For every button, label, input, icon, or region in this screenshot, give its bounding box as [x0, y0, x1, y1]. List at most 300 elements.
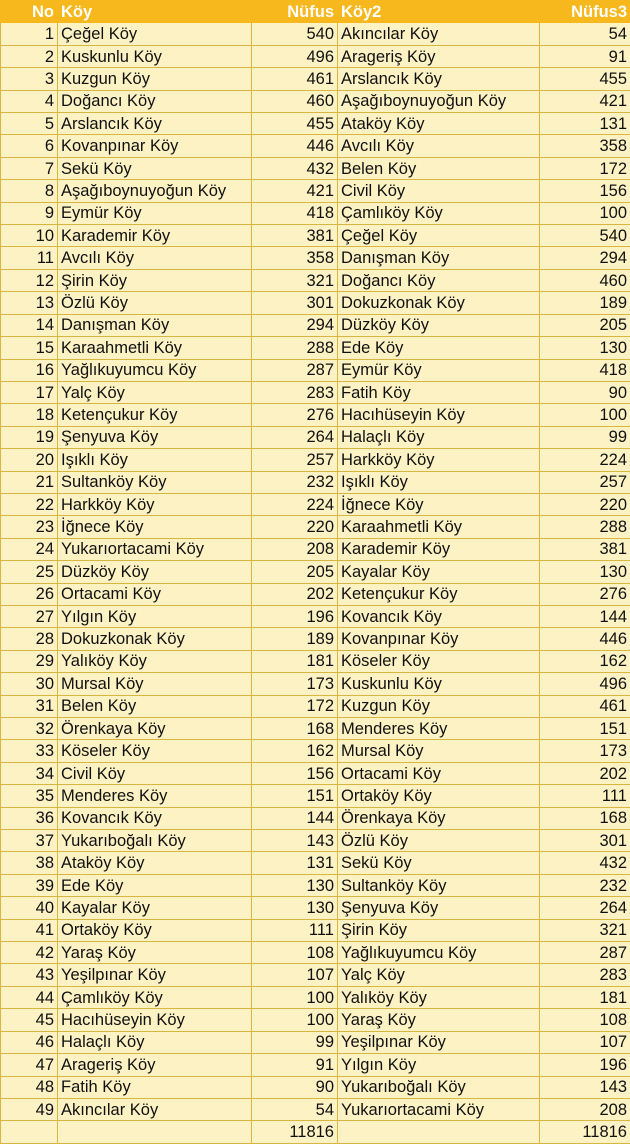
- table-row: [1, 68, 630, 90]
- cell-nufus: 144: [252, 807, 338, 829]
- cell-nufus3: 202: [540, 762, 630, 784]
- table-row: [1, 404, 630, 426]
- table-row: [1, 1098, 630, 1120]
- totals-koy2-cell: [338, 1121, 540, 1143]
- cell-koy2: Karademir Köy: [338, 538, 540, 560]
- cell-koy: Yağlıkuyumcu Köy: [58, 359, 252, 381]
- cell-no: 43: [1, 964, 58, 986]
- cell-koy2: Belen Köy: [338, 157, 540, 179]
- cell-koy: Menderes Köy: [58, 785, 252, 807]
- cell-nufus3: 156: [540, 180, 630, 202]
- table-row: [1, 852, 630, 874]
- cell-nufus3: 208: [540, 1098, 630, 1120]
- cell-nufus3: 189: [540, 292, 630, 314]
- cell-nufus3: 100: [540, 202, 630, 224]
- cell-no: 28: [1, 628, 58, 650]
- cell-nufus: 189: [252, 628, 338, 650]
- table-row: [1, 650, 630, 672]
- table-row: [1, 180, 630, 202]
- cell-koy2: Kayalar Köy: [338, 561, 540, 583]
- cell-koy2: Kuzgun Köy: [338, 695, 540, 717]
- cell-nufus3: 264: [540, 897, 630, 919]
- cell-koy: Akıncılar Köy: [58, 1098, 252, 1120]
- table-row: [1, 90, 630, 112]
- cell-koy: Yukarıortacami Köy: [58, 538, 252, 560]
- table-row: [1, 673, 630, 695]
- cell-koy: Civil Köy: [58, 762, 252, 784]
- table-row: [1, 740, 630, 762]
- cell-no: 32: [1, 718, 58, 740]
- cell-no: 16: [1, 359, 58, 381]
- cell-nufus3: 90: [540, 381, 630, 403]
- table-row: [1, 830, 630, 852]
- cell-nufus: 111: [252, 919, 338, 941]
- cell-koy2: Arageriş Köy: [338, 45, 540, 67]
- cell-nufus: 162: [252, 740, 338, 762]
- cell-nufus: 100: [252, 1009, 338, 1031]
- cell-no: 18: [1, 404, 58, 426]
- table-row: [1, 986, 630, 1008]
- cell-nufus: 130: [252, 874, 338, 896]
- cell-nufus: 143: [252, 830, 338, 852]
- cell-koy2: Yeşilpınar Köy: [338, 1031, 540, 1053]
- cell-nufus3: 173: [540, 740, 630, 762]
- cell-nufus: 287: [252, 359, 338, 381]
- cell-koy2: Yukarıortacami Köy: [338, 1098, 540, 1120]
- cell-no: 26: [1, 583, 58, 605]
- cell-nufus: 224: [252, 493, 338, 515]
- cell-koy2: Ataköy Köy: [338, 113, 540, 135]
- cell-nufus3: 144: [540, 605, 630, 627]
- cell-no: 11: [1, 247, 58, 269]
- cell-nufus: 100: [252, 986, 338, 1008]
- cell-koy: Halaçlı Köy: [58, 1031, 252, 1053]
- cell-nufus3: 288: [540, 516, 630, 538]
- cell-no: 15: [1, 337, 58, 359]
- table-row: [1, 628, 630, 650]
- cell-koy: Sultanköy Köy: [58, 471, 252, 493]
- cell-koy2: Fatih Köy: [338, 381, 540, 403]
- cell-koy2: Yağlıkuyumcu Köy: [338, 942, 540, 964]
- cell-koy2: Şirin Köy: [338, 919, 540, 941]
- table-row: [1, 225, 630, 247]
- cell-no: 45: [1, 1009, 58, 1031]
- cell-koy2: Sultanköy Köy: [338, 874, 540, 896]
- cell-koy2: Ortacami Köy: [338, 762, 540, 784]
- cell-nufus3: 540: [540, 225, 630, 247]
- cell-koy2: Yalıköy Köy: [338, 986, 540, 1008]
- cell-nufus: 202: [252, 583, 338, 605]
- cell-koy2: Avcılı Köy: [338, 135, 540, 157]
- cell-koy: Özlü Köy: [58, 292, 252, 314]
- cell-no: 44: [1, 986, 58, 1008]
- cell-koy: Ortacami Köy: [58, 583, 252, 605]
- cell-koy: Düzköy Köy: [58, 561, 252, 583]
- table-row: [1, 942, 630, 964]
- cell-no: 46: [1, 1031, 58, 1053]
- cell-koy2: Çeğel Köy: [338, 225, 540, 247]
- cell-nufus3: 130: [540, 561, 630, 583]
- cell-nufus3: 172: [540, 157, 630, 179]
- table-row: [1, 157, 630, 179]
- cell-koy2: Arslancık Köy: [338, 68, 540, 90]
- cell-no: 40: [1, 897, 58, 919]
- cell-no: 23: [1, 516, 58, 538]
- cell-nufus: 220: [252, 516, 338, 538]
- cell-nufus3: 496: [540, 673, 630, 695]
- cell-koy2: Civil Köy: [338, 180, 540, 202]
- cell-nufus: 283: [252, 381, 338, 403]
- cell-koy: Ortaköy Köy: [58, 919, 252, 941]
- cell-no: 12: [1, 269, 58, 291]
- cell-koy: Arslancık Köy: [58, 113, 252, 135]
- cell-koy: Ketençukur Köy: [58, 404, 252, 426]
- cell-nufus3: 257: [540, 471, 630, 493]
- cell-nufus3: 460: [540, 269, 630, 291]
- cell-nufus3: 196: [540, 1054, 630, 1076]
- cell-nufus3: 111: [540, 785, 630, 807]
- cell-koy: Arageriş Köy: [58, 1054, 252, 1076]
- cell-no: 6: [1, 135, 58, 157]
- cell-nufus3: 205: [540, 314, 630, 336]
- cell-koy: Yalç Köy: [58, 381, 252, 403]
- cell-koy: Aşağıboynuyoğun Köy: [58, 180, 252, 202]
- cell-nufus: 276: [252, 404, 338, 426]
- cell-koy: Belen Köy: [58, 695, 252, 717]
- cell-koy2: Ketençukur Köy: [338, 583, 540, 605]
- cell-no: 1: [1, 23, 58, 45]
- cell-koy: Yaraş Köy: [58, 942, 252, 964]
- table-row: [1, 337, 630, 359]
- table-row: [1, 695, 630, 717]
- table-row: [1, 964, 630, 986]
- table-row: [1, 381, 630, 403]
- total-nufus3: 11816: [540, 1121, 630, 1143]
- cell-no: 20: [1, 449, 58, 471]
- cell-nufus: 151: [252, 785, 338, 807]
- cell-no: 30: [1, 673, 58, 695]
- cell-no: 21: [1, 471, 58, 493]
- cell-koy2: Yukarıboğalı Köy: [338, 1076, 540, 1098]
- cell-koy: Karademir Köy: [58, 225, 252, 247]
- cell-nufus: 196: [252, 605, 338, 627]
- cell-koy: Kuskunlu Köy: [58, 45, 252, 67]
- cell-nufus: 172: [252, 695, 338, 717]
- cell-koy2: Köseler Köy: [338, 650, 540, 672]
- cell-koy2: Akıncılar Köy: [338, 23, 540, 45]
- cell-koy: Çeğel Köy: [58, 23, 252, 45]
- cell-no: 38: [1, 852, 58, 874]
- cell-no: 27: [1, 605, 58, 627]
- cell-nufus3: 181: [540, 986, 630, 1008]
- cell-nufus3: 100: [540, 404, 630, 426]
- cell-nufus3: 301: [540, 830, 630, 852]
- cell-nufus3: 294: [540, 247, 630, 269]
- cell-nufus: 108: [252, 942, 338, 964]
- cell-nufus: 264: [252, 426, 338, 448]
- cell-nufus: 173: [252, 673, 338, 695]
- cell-koy2: Ede Köy: [338, 337, 540, 359]
- cell-koy: Mursal Köy: [58, 673, 252, 695]
- cell-no: 7: [1, 157, 58, 179]
- cell-nufus3: 381: [540, 538, 630, 560]
- header-koy: Köy: [58, 1, 252, 23]
- table-row: [1, 135, 630, 157]
- cell-koy2: Menderes Köy: [338, 718, 540, 740]
- cell-nufus: 421: [252, 180, 338, 202]
- table-row: [1, 292, 630, 314]
- cell-no: 41: [1, 919, 58, 941]
- cell-nufus: 455: [252, 113, 338, 135]
- cell-nufus3: 358: [540, 135, 630, 157]
- table-row: [1, 113, 630, 135]
- cell-nufus: 358: [252, 247, 338, 269]
- cell-koy2: Harkköy Köy: [338, 449, 540, 471]
- cell-nufus: 460: [252, 90, 338, 112]
- cell-nufus: 99: [252, 1031, 338, 1053]
- table-row: [1, 426, 630, 448]
- cell-nufus: 432: [252, 157, 338, 179]
- cell-nufus: 168: [252, 718, 338, 740]
- cell-nufus: 156: [252, 762, 338, 784]
- cell-nufus3: 461: [540, 695, 630, 717]
- cell-nufus: 496: [252, 45, 338, 67]
- header-koy2: Köy2: [338, 1, 540, 23]
- cell-nufus: 131: [252, 852, 338, 874]
- cell-no: 14: [1, 314, 58, 336]
- cell-nufus: 232: [252, 471, 338, 493]
- cell-koy: Örenkaya Köy: [58, 718, 252, 740]
- cell-nufus3: 287: [540, 942, 630, 964]
- cell-koy: Danışman Köy: [58, 314, 252, 336]
- table-row: [1, 874, 630, 896]
- header-no: No: [1, 1, 58, 23]
- cell-koy: Kovancık Köy: [58, 807, 252, 829]
- cell-no: 9: [1, 202, 58, 224]
- cell-no: 29: [1, 650, 58, 672]
- cell-no: 39: [1, 874, 58, 896]
- cell-no: 17: [1, 381, 58, 403]
- table-row: [1, 449, 630, 471]
- cell-nufus3: 224: [540, 449, 630, 471]
- cell-nufus3: 446: [540, 628, 630, 650]
- cell-koy: Şenyuva Köy: [58, 426, 252, 448]
- header-nufus3: Nüfus3: [540, 1, 630, 23]
- cell-koy: Fatih Köy: [58, 1076, 252, 1098]
- total-nufus: 11816: [252, 1121, 338, 1143]
- cell-nufus3: 455: [540, 68, 630, 90]
- cell-koy2: Hacıhüseyin Köy: [338, 404, 540, 426]
- cell-no: 31: [1, 695, 58, 717]
- cell-nufus3: 143: [540, 1076, 630, 1098]
- cell-koy2: Karaahmetli Köy: [338, 516, 540, 538]
- cell-koy2: Aşağıboynuyoğun Köy: [338, 90, 540, 112]
- cell-koy2: Işıklı Köy: [338, 471, 540, 493]
- cell-koy: Ataköy Köy: [58, 852, 252, 874]
- cell-no: 5: [1, 113, 58, 135]
- cell-nufus: 130: [252, 897, 338, 919]
- table-row: [1, 269, 630, 291]
- table-row: [1, 493, 630, 515]
- cell-koy: Yalıköy Köy: [58, 650, 252, 672]
- cell-nufus: 205: [252, 561, 338, 583]
- cell-nufus: 107: [252, 964, 338, 986]
- table-row: [1, 1031, 630, 1053]
- cell-nufus3: 283: [540, 964, 630, 986]
- cell-nufus: 288: [252, 337, 338, 359]
- cell-koy: Dokuzkonak Köy: [58, 628, 252, 650]
- cell-koy: Kovanpınar Köy: [58, 135, 252, 157]
- cell-nufus: 257: [252, 449, 338, 471]
- cell-koy: Ede Köy: [58, 874, 252, 896]
- cell-koy: Yeşilpınar Köy: [58, 964, 252, 986]
- cell-nufus: 301: [252, 292, 338, 314]
- cell-koy: Sekü Köy: [58, 157, 252, 179]
- cell-no: 4: [1, 90, 58, 112]
- cell-nufus: 208: [252, 538, 338, 560]
- cell-nufus: 381: [252, 225, 338, 247]
- cell-no: 47: [1, 1054, 58, 1076]
- cell-koy2: Sekü Köy: [338, 852, 540, 874]
- cell-koy: Karaahmetli Köy: [58, 337, 252, 359]
- table-row: [1, 1009, 630, 1031]
- cell-nufus3: 130: [540, 337, 630, 359]
- header-nufus: Nüfus: [252, 1, 338, 23]
- table-row: [1, 202, 630, 224]
- cell-koy: Harkköy Köy: [58, 493, 252, 515]
- cell-no: 24: [1, 538, 58, 560]
- cell-no: 35: [1, 785, 58, 807]
- table-row: [1, 1054, 630, 1076]
- cell-koy2: Mursal Köy: [338, 740, 540, 762]
- cell-nufus3: 151: [540, 718, 630, 740]
- cell-koy2: Şenyuva Köy: [338, 897, 540, 919]
- cell-koy2: Örenkaya Köy: [338, 807, 540, 829]
- table-row: [1, 718, 630, 740]
- table-row: [1, 23, 630, 45]
- cell-nufus: 54: [252, 1098, 338, 1120]
- table-row: [1, 897, 630, 919]
- cell-no: 34: [1, 762, 58, 784]
- cell-nufus: 446: [252, 135, 338, 157]
- cell-nufus3: 232: [540, 874, 630, 896]
- table-row: [1, 314, 630, 336]
- cell-koy: Doğancı Köy: [58, 90, 252, 112]
- cell-nufus3: 131: [540, 113, 630, 135]
- cell-nufus3: 168: [540, 807, 630, 829]
- cell-no: 36: [1, 807, 58, 829]
- cell-koy2: Yalç Köy: [338, 964, 540, 986]
- cell-koy: İğnece Köy: [58, 516, 252, 538]
- cell-koy: Hacıhüseyin Köy: [58, 1009, 252, 1031]
- cell-koy: Köseler Köy: [58, 740, 252, 762]
- header-row: [1, 1, 630, 23]
- cell-no: 3: [1, 68, 58, 90]
- table-row: [1, 1076, 630, 1098]
- totals-row: [1, 1121, 630, 1143]
- cell-nufus: 91: [252, 1054, 338, 1076]
- cell-koy2: Kovancık Köy: [338, 605, 540, 627]
- cell-no: 22: [1, 493, 58, 515]
- cell-koy: Işıklı Köy: [58, 449, 252, 471]
- table-row: [1, 583, 630, 605]
- cell-nufus3: 107: [540, 1031, 630, 1053]
- cell-no: 48: [1, 1076, 58, 1098]
- cell-koy2: Düzköy Köy: [338, 314, 540, 336]
- totals-no-cell: [1, 1121, 58, 1143]
- cell-koy: Kayalar Köy: [58, 897, 252, 919]
- cell-nufus: 418: [252, 202, 338, 224]
- table-row: [1, 45, 630, 67]
- cell-nufus3: 91: [540, 45, 630, 67]
- cell-koy2: Danışman Köy: [338, 247, 540, 269]
- cell-koy2: Halaçlı Köy: [338, 426, 540, 448]
- cell-koy2: Doğancı Köy: [338, 269, 540, 291]
- cell-nufus3: 432: [540, 852, 630, 874]
- table-body: [1, 23, 630, 1121]
- cell-koy2: Çamlıköy Köy: [338, 202, 540, 224]
- cell-nufus3: 321: [540, 919, 630, 941]
- cell-koy: Avcılı Köy: [58, 247, 252, 269]
- cell-nufus: 321: [252, 269, 338, 291]
- cell-no: 2: [1, 45, 58, 67]
- cell-no: 25: [1, 561, 58, 583]
- cell-nufus3: 162: [540, 650, 630, 672]
- table-row: [1, 538, 630, 560]
- table-row: [1, 919, 630, 941]
- cell-nufus3: 418: [540, 359, 630, 381]
- cell-nufus3: 108: [540, 1009, 630, 1031]
- cell-koy: Şirin Köy: [58, 269, 252, 291]
- cell-koy2: Kovanpınar Köy: [338, 628, 540, 650]
- cell-nufus3: 276: [540, 583, 630, 605]
- cell-nufus3: 54: [540, 23, 630, 45]
- totals-koy-cell: [58, 1121, 252, 1143]
- cell-koy2: Eymür Köy: [338, 359, 540, 381]
- cell-koy: Kuzgun Köy: [58, 68, 252, 90]
- cell-koy: Yılgın Köy: [58, 605, 252, 627]
- cell-no: 8: [1, 180, 58, 202]
- table-row: [1, 605, 630, 627]
- table-row: [1, 359, 630, 381]
- cell-koy2: Yaraş Köy: [338, 1009, 540, 1031]
- table-row: [1, 247, 630, 269]
- cell-nufus: 294: [252, 314, 338, 336]
- cell-no: 42: [1, 942, 58, 964]
- cell-nufus: 181: [252, 650, 338, 672]
- cell-koy2: İğnece Köy: [338, 493, 540, 515]
- cell-koy2: Kuskunlu Köy: [338, 673, 540, 695]
- cell-koy2: Ortaköy Köy: [338, 785, 540, 807]
- cell-no: 13: [1, 292, 58, 314]
- table-row: [1, 561, 630, 583]
- cell-no: 49: [1, 1098, 58, 1120]
- cell-koy: Çamlıköy Köy: [58, 986, 252, 1008]
- table-row: [1, 516, 630, 538]
- cell-koy: Yukarıboğalı Köy: [58, 830, 252, 852]
- cell-nufus3: 220: [540, 493, 630, 515]
- cell-koy2: Özlü Köy: [338, 830, 540, 852]
- cell-no: 10: [1, 225, 58, 247]
- cell-no: 19: [1, 426, 58, 448]
- cell-koy: Eymür Köy: [58, 202, 252, 224]
- table-row: [1, 762, 630, 784]
- cell-nufus: 90: [252, 1076, 338, 1098]
- cell-no: 33: [1, 740, 58, 762]
- cell-nufus3: 99: [540, 426, 630, 448]
- cell-nufus3: 421: [540, 90, 630, 112]
- cell-no: 37: [1, 830, 58, 852]
